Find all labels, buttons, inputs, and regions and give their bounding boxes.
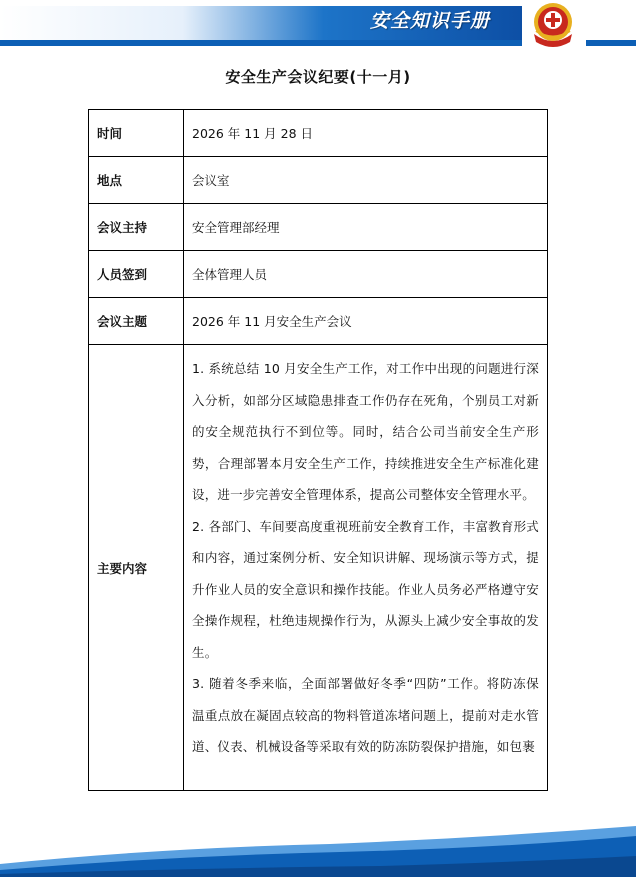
safety-cross-emblem-icon [522,0,584,50]
row-label-attendance: 人员签到 [89,251,184,298]
table-row [89,298,548,345]
footer-wave [0,818,636,877]
meeting-minutes-table [88,109,548,791]
header-rule [0,40,524,46]
table-row [89,251,548,298]
row-label-topic: 会议主题 [89,298,184,345]
main-content-text [192,353,539,790]
content-paragraph-1: 1. 系统总结 10 月安全生产工作，对工作中出现的问题进行深入分析，如部分区域隐患排查工作仍存在死角，个别员工对新的安全规范执行不到位等。同时，结合公司当前安全生产形势，合理部署本月安全生产工作，持续推进安全生产标准化建设，进一步完善安全管理体系，提高公司整体安全管理水平。 [192,361,539,502]
row-value-topic: 2026 年 11 月安全生产会议 [184,298,548,345]
row-label-time: 时间 [89,110,184,157]
table-row [89,157,548,204]
row-value-time: 2026 年 11 月 28 日 [184,110,548,157]
content-paragraph-2: 2. 各部门、车间要高度重视班前安全教育工作，丰富教育形式和内容，通过案例分析、安全知识讲解、现场演示等方式，提升作业人员的安全意识和操作技能。作业人员务必严格遵守安全操作规程，杜绝违规操作行为，从源头上减少安全事故的发生。 [192,518,539,660]
row-value-host: 安全管理部经理 [184,204,548,251]
row-label-main-content: 主要内容 [89,345,184,791]
table-row [89,110,548,157]
table-row [89,345,548,791]
page-title: 安全生产会议纪要(十一月) [225,68,411,86]
row-label-location: 地点 [89,157,184,204]
header-banner [0,0,636,56]
content-paragraph-3: 3. 随着冬季来临，全面部署做好冬季“四防”工作。将防冻保温重点放在凝固点较高的物料管道冻堵问题上，提前对走水管道、仪表、机械设备等采取有效的防冻防裂保护措施，如包裹 [192,676,539,754]
row-label-host: 会议主持 [89,204,184,251]
table-row [89,204,548,251]
row-value-attendance: 全体管理人员 [184,251,548,298]
banner-title: 安全知识手册 [369,10,490,32]
row-value-main-content [184,345,548,791]
header-rule-right [586,40,636,46]
row-value-location: 会议室 [184,157,548,204]
